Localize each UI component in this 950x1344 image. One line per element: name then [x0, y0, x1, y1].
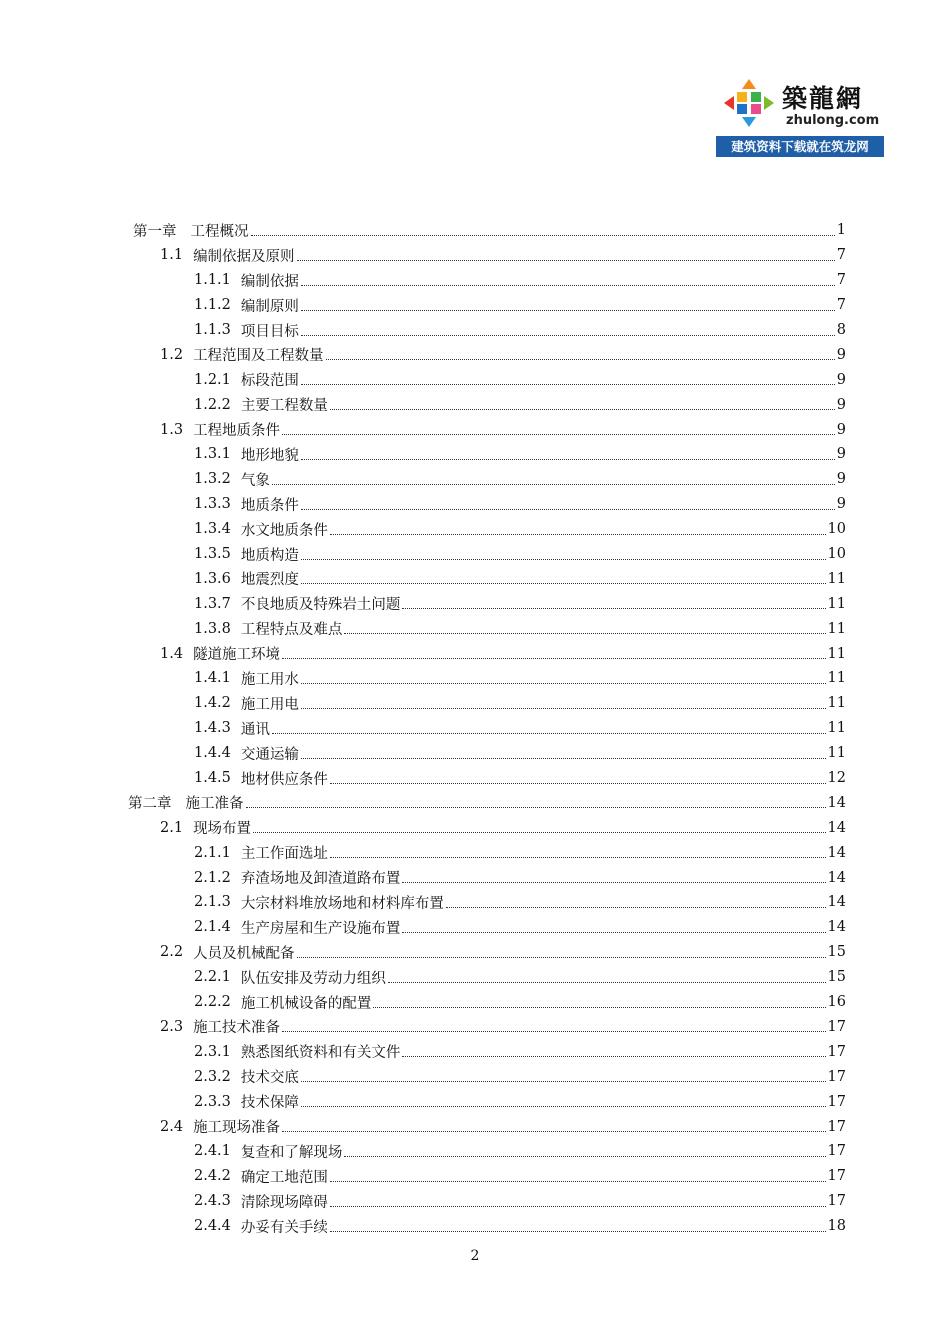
toc-dot-leader [373, 1007, 825, 1008]
toc-entry-title: 通讯 [240, 721, 270, 738]
toc-entry-number: 2.4 [160, 1118, 184, 1135]
toc-entry-number: 1.2.1 [194, 371, 231, 388]
toc-entry[interactable] [0, 815, 950, 840]
toc-entry[interactable] [0, 1114, 950, 1139]
toc-dot-leader [246, 807, 826, 808]
toc-entry-page: 14 [827, 794, 846, 811]
toc-entry-title: 大宗材料堆放场地和材料库布置 [240, 895, 444, 912]
toc-entry-title: 确定工地范围 [240, 1169, 328, 1186]
toc-entry-title: 施工准备 [185, 796, 244, 813]
toc-dot-leader [330, 534, 826, 535]
toc-dot-leader [301, 1081, 826, 1082]
toc-dot-leader [330, 1181, 826, 1182]
toc-dot-leader [297, 260, 835, 261]
toc-entry[interactable] [0, 790, 950, 815]
toc-entry-number: 1.1 [160, 247, 184, 264]
toc-dot-leader [301, 384, 835, 385]
toc-entry-page: 14 [827, 819, 846, 836]
toc-entry[interactable] [0, 915, 950, 940]
toc-dot-leader [301, 335, 835, 336]
toc-entry-title: 办妥有关手续 [240, 1219, 328, 1236]
toc-entry[interactable] [0, 392, 950, 417]
toc-entry-title: 工程特点及难点 [240, 622, 343, 639]
toc-dot-leader [282, 1031, 825, 1032]
toc-entry-page: 7 [836, 272, 846, 289]
toc-entry[interactable] [0, 467, 950, 492]
toc-entry[interactable] [0, 1064, 950, 1089]
toc-entry-title: 地质构造 [240, 547, 299, 564]
toc-dot-leader [326, 359, 835, 360]
page-number: 2 [470, 1248, 480, 1264]
toc-entry[interactable] [0, 566, 950, 591]
toc-entry-number: 1.3.7 [194, 595, 231, 612]
logo-slogan: 建筑资料下载就在筑龙网 [716, 136, 884, 157]
toc-entry-number: 2.1.3 [194, 894, 231, 911]
toc-entry-number: 2.3.3 [194, 1093, 231, 1110]
toc-entry-title: 复查和了解现场 [240, 1144, 343, 1161]
toc-entry-number: 2.2.2 [194, 994, 231, 1011]
toc-entry-number: 1.4.1 [194, 670, 231, 687]
toc-entry-page: 17 [827, 1093, 846, 1110]
toc-entry-page: 9 [836, 421, 846, 438]
toc-entry-number: 1.4.3 [194, 720, 231, 737]
toc-entry-page: 9 [836, 396, 846, 413]
toc-entry-number: 1.3.6 [194, 570, 231, 587]
toc-entry-title: 队伍安排及劳动力组织 [240, 970, 386, 987]
toc-entry-number: 2.4.4 [194, 1218, 231, 1235]
toc-entry-page: 11 [827, 645, 846, 662]
toc-entry-title: 气象 [240, 472, 270, 489]
toc-dot-leader [301, 459, 835, 460]
toc-dot-leader [272, 484, 835, 485]
toc-entry-page: 17 [827, 1193, 846, 1210]
toc-entry[interactable] [0, 417, 950, 442]
toc-entry-title: 施工用水 [240, 671, 299, 688]
logo-brand-chinese: 築龍網 [782, 84, 864, 113]
toc-entry-number: 2.2.1 [194, 969, 231, 986]
toc-entry-page: 17 [827, 1143, 846, 1160]
toc-dot-leader [301, 509, 835, 510]
toc-entry-number: 2.1.2 [194, 869, 231, 886]
toc-entry-number: 1.1.3 [194, 322, 231, 338]
toc-entry-number: 1.3.5 [194, 546, 231, 563]
table-of-contents [0, 218, 950, 1239]
toc-entry-title: 清除现场障碍 [240, 1194, 328, 1211]
toc-entry-title: 交通运输 [240, 746, 299, 763]
toc-entry-title: 工程地质条件 [193, 423, 281, 440]
toc-entry-title: 现场布置 [193, 821, 252, 838]
toc-entry-number: 1.4.2 [194, 695, 231, 712]
toc-entry-page: 10 [827, 546, 846, 563]
toc-entry-title: 熟悉图纸资料和有关文件 [240, 1045, 401, 1062]
toc-entry-number: 2.1.4 [194, 919, 231, 936]
toc-dot-leader [301, 683, 826, 684]
toc-dot-leader [402, 1056, 825, 1057]
toc-entry-title: 地材供应条件 [240, 771, 328, 788]
toc-entry-number: 1.3 [160, 421, 184, 438]
toc-entry-page: 16 [827, 994, 846, 1011]
toc-entry-number: 2.4.2 [194, 1168, 231, 1185]
toc-entry-page: 11 [827, 620, 846, 637]
toc-entry[interactable] [0, 741, 950, 766]
toc-entry[interactable] [0, 517, 950, 542]
toc-entry-title: 弃渣场地及卸渣道路布置 [240, 871, 401, 888]
toc-entry-page: 17 [827, 1118, 846, 1135]
toc-entry-title: 编制依据及原则 [193, 248, 295, 265]
toc-entry[interactable] [0, 218, 950, 243]
toc-entry[interactable] [0, 1015, 950, 1040]
toc-entry-number: 1.1.1 [194, 272, 231, 289]
toc-dot-leader [330, 857, 826, 858]
toc-entry[interactable] [0, 616, 950, 641]
toc-entry-title: 施工现场准备 [193, 1120, 281, 1136]
toc-entry-title: 工程范围及工程数量 [193, 348, 324, 365]
toc-entry-title: 人员及机械配备 [193, 945, 295, 962]
toc-entry-title: 地质条件 [240, 497, 299, 514]
toc-entry[interactable] [0, 268, 950, 293]
toc-entry-number: 1.3.2 [194, 471, 231, 488]
toc-entry-page: 15 [827, 944, 846, 961]
toc-dot-leader [301, 559, 826, 560]
toc-entry[interactable] [0, 1189, 950, 1214]
toc-entry-page: 11 [827, 595, 846, 612]
toc-entry[interactable] [0, 641, 950, 666]
toc-entry[interactable] [0, 840, 950, 865]
toc-entry-number: 2.3.1 [194, 1043, 231, 1060]
toc-dot-leader [301, 310, 835, 311]
toc-entry-number: 1.1.2 [194, 297, 231, 314]
toc-entry-number: 1.3.4 [194, 521, 231, 538]
toc-dot-leader [301, 583, 826, 584]
toc-entry-page: 17 [827, 1168, 846, 1185]
toc-entry[interactable] [0, 1039, 950, 1064]
toc-entry-number: 2.4.3 [194, 1193, 231, 1210]
toc-dot-leader [402, 608, 825, 609]
toc-dot-leader [282, 1131, 825, 1132]
toc-entry-number: 1.4.4 [194, 745, 231, 762]
toc-dot-leader [272, 733, 826, 734]
toc-entry-page: 14 [827, 844, 846, 861]
toc-entry-page: 7 [836, 297, 846, 314]
toc-dot-leader [330, 1231, 826, 1232]
toc-entry[interactable] [0, 442, 950, 467]
toc-entry-number: 2.3.2 [194, 1068, 231, 1085]
toc-entry[interactable] [0, 318, 950, 343]
toc-entry-number: 1.3.1 [194, 446, 231, 463]
toc-entry-title: 主要工程数量 [240, 398, 328, 415]
toc-entry-page: 14 [827, 869, 846, 886]
toc-entry[interactable] [0, 591, 950, 616]
toc-dot-leader [253, 832, 825, 833]
toc-entry[interactable] [0, 965, 950, 990]
toc-entry-number: 2.3 [160, 1018, 184, 1035]
toc-entry-title: 施工机械设备的配置 [240, 995, 372, 1012]
toc-dot-leader [282, 434, 835, 435]
toc-entry-title: 技术交底 [240, 1070, 299, 1087]
toc-dot-leader [330, 409, 835, 410]
zhulong-logo [716, 75, 884, 157]
toc-entry-number: 1.2 [160, 346, 184, 363]
toc-entry[interactable] [0, 1164, 950, 1189]
toc-entry[interactable] [0, 342, 950, 367]
toc-entry[interactable] [0, 1214, 950, 1239]
toc-entry-title: 主工作面选址 [240, 846, 328, 863]
toc-entry[interactable] [0, 890, 950, 915]
toc-entry-page: 15 [827, 969, 846, 986]
toc-entry-page: 9 [836, 346, 846, 363]
toc-entry-title: 项目目标 [240, 323, 299, 340]
toc-entry-page: 18 [827, 1218, 846, 1235]
toc-entry-page: 9 [836, 371, 846, 388]
toc-entry-title: 标段范围 [240, 373, 299, 390]
toc-entry-number: 2.1.1 [194, 844, 231, 861]
toc-entry[interactable] [0, 666, 950, 691]
toc-entry-number: 2.4.1 [194, 1143, 231, 1160]
toc-entry-page: 11 [827, 745, 846, 762]
toc-dot-leader [330, 783, 826, 784]
toc-entry-title: 编制原则 [240, 298, 299, 315]
toc-entry-number: 1.3.3 [194, 496, 231, 513]
toc-entry[interactable] [0, 542, 950, 567]
toc-entry-page: 9 [836, 471, 846, 488]
toc-dot-leader [301, 1106, 826, 1107]
toc-entry[interactable] [0, 940, 950, 965]
toc-dot-leader [402, 882, 825, 883]
toc-entry-page: 9 [836, 496, 846, 513]
toc-entry-page: 11 [827, 720, 846, 737]
toc-entry-title: 地形地貌 [240, 447, 299, 464]
toc-entry[interactable] [0, 691, 950, 716]
toc-dot-leader [330, 1206, 826, 1207]
toc-entry-number: 1.4.5 [194, 770, 231, 787]
toc-entry-title: 地震烈度 [240, 572, 299, 589]
toc-entry-number: 1.2.2 [194, 396, 231, 413]
toc-entry-page: 14 [827, 894, 846, 911]
toc-entry-title: 工程概况 [190, 223, 249, 240]
toc-dot-leader [301, 285, 835, 286]
toc-dot-leader [344, 633, 825, 634]
toc-entry-page: 14 [827, 919, 846, 936]
toc-dot-leader [251, 235, 835, 236]
toc-dot-leader [301, 758, 826, 759]
toc-entry-title: 生产房屋和生产设施布置 [240, 920, 401, 937]
toc-dot-leader [402, 932, 825, 933]
toc-entry[interactable] [0, 766, 950, 791]
toc-entry-page: 17 [827, 1068, 846, 1085]
toc-entry[interactable] [0, 865, 950, 890]
toc-dot-leader [282, 658, 825, 659]
toc-entry[interactable] [0, 1139, 950, 1164]
toc-entry-page: 17 [827, 1018, 846, 1035]
toc-entry-number: 2.2 [160, 944, 184, 961]
toc-entry[interactable] [0, 716, 950, 741]
toc-entry[interactable] [0, 243, 950, 268]
toc-entry[interactable] [0, 1089, 950, 1114]
toc-entry-title: 不良地质及特殊岩土问题 [240, 597, 401, 614]
toc-dot-leader [446, 907, 826, 908]
toc-entry-page: 11 [827, 670, 846, 687]
toc-entry-number: 2.1 [160, 819, 184, 836]
toc-entry-page: 8 [836, 322, 846, 338]
toc-entry-title: 施工用电 [240, 696, 299, 713]
toc-entry-page: 17 [827, 1043, 846, 1060]
toc-entry-page: 10 [827, 521, 846, 538]
toc-entry-number: 第一章 [133, 223, 177, 240]
toc-entry-page: 7 [836, 247, 846, 264]
toc-dot-leader [388, 982, 826, 983]
toc-dot-leader [297, 957, 826, 958]
toc-entry-number: 1.4 [160, 645, 184, 662]
toc-entry[interactable] [0, 367, 950, 392]
toc-entry-page: 12 [827, 770, 846, 787]
logo-brand-english: zhulong.com [786, 113, 880, 128]
toc-entry-title: 编制依据 [240, 273, 299, 290]
logo-mark-icon [720, 77, 778, 129]
toc-entry-page: 9 [836, 446, 846, 463]
toc-entry[interactable] [0, 990, 950, 1015]
toc-entry-page: 1 [836, 222, 846, 239]
toc-entry-page: 11 [827, 695, 846, 712]
toc-entry-title: 技术保障 [240, 1095, 299, 1112]
toc-dot-leader [301, 708, 826, 709]
toc-entry-page: 11 [827, 570, 846, 587]
toc-dot-leader [344, 1156, 825, 1157]
toc-entry-number: 第二章 [128, 796, 172, 813]
toc-entry-number: 1.3.8 [194, 620, 231, 637]
toc-entry-title: 施工技术准备 [193, 1020, 281, 1037]
toc-entry[interactable] [0, 293, 950, 318]
toc-entry-title: 隧道施工环境 [193, 647, 281, 664]
toc-entry[interactable] [0, 492, 950, 517]
toc-entry-title: 水文地质条件 [240, 522, 328, 539]
